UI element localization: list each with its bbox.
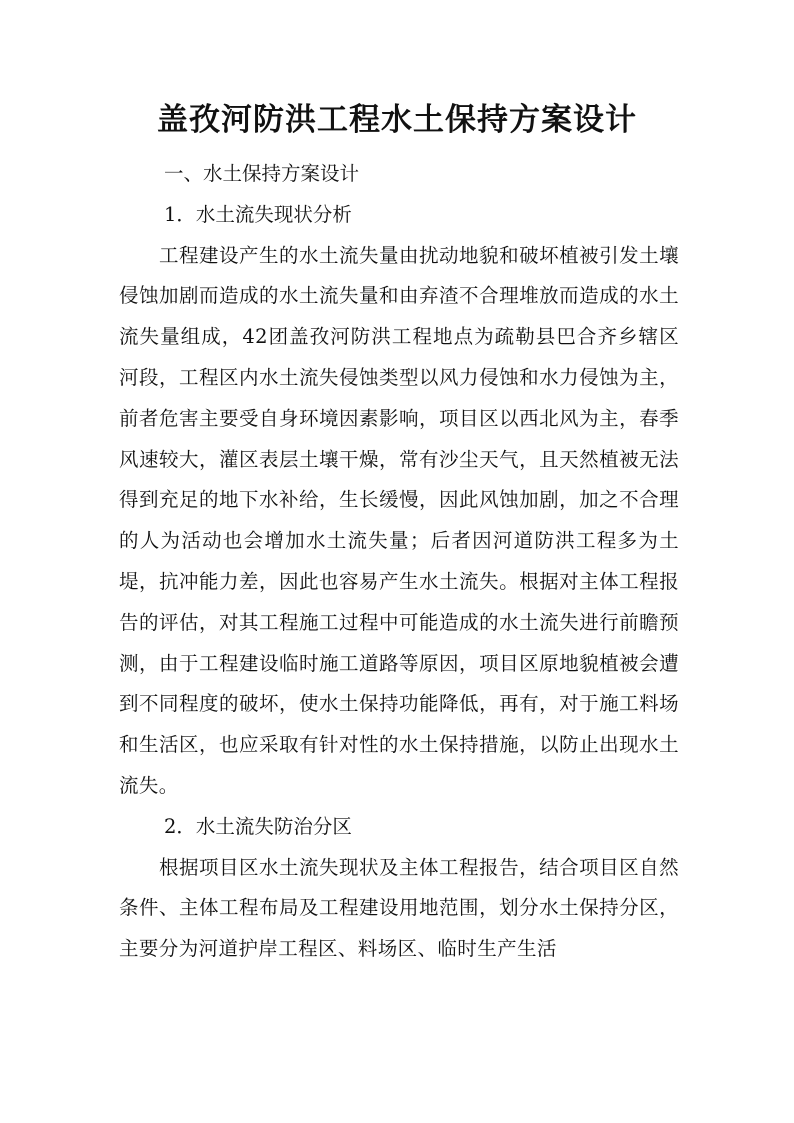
subsection-heading-1: 1．水土流失现状分析 [164,202,352,226]
document-body [119,154,679,970]
paragraph-1: 工程建设产生的水土流失量由扰动地貌和破坏植被引发土壤侵蚀加剧而造成的水土流失量和由弃渣不合理堆放而造成的水土流失量组成，42团盖孜河防洪工程地点为疏勒县巴合齐乡辖区河段，工程区内水土流失侵蚀类型以风力侵蚀和水力侵蚀为主，前者危害主要受自身环境因素影响，项目区以西北风为主，春季风速较大，灌区表层土壤干燥，常有沙尘天气，且天然植被无法得到充足的地下水补给，生长缓慢，因此风蚀加剧，加之不合理的人为活动也会增加水土流失量；后者因河道防洪工程多为土堤，抗冲能力差，因此也容易产生水土流失。根据对主体工程报告的评估，对其工程施工过程中可能造成的水土流失进行前瞻预测，由于工程建设临时施工道路等原因，项目区原地貌植被会遭到不同程度的破坏，使水土保持功能降低，再有，对于施工料场和生活区，也应采取有针对性的水土保持措施，以防止出现水土流失。 [119,243,679,797]
document-title: 盖孜河防洪工程水土保持方案设计 [157,102,637,138]
section-heading-1: 一、水土保持方案设计 [164,162,360,185]
subsection-heading-2: 2．水土流失防治分区 [164,814,352,838]
paragraph-2: 根据项目区水土流失现状及主体工程报告，结合项目区自然条件、主体工程布局及工程建设用地范围，划分水土保持分区，主要分为河道护岸工程区、料场区、临时生产生活 [119,855,679,961]
